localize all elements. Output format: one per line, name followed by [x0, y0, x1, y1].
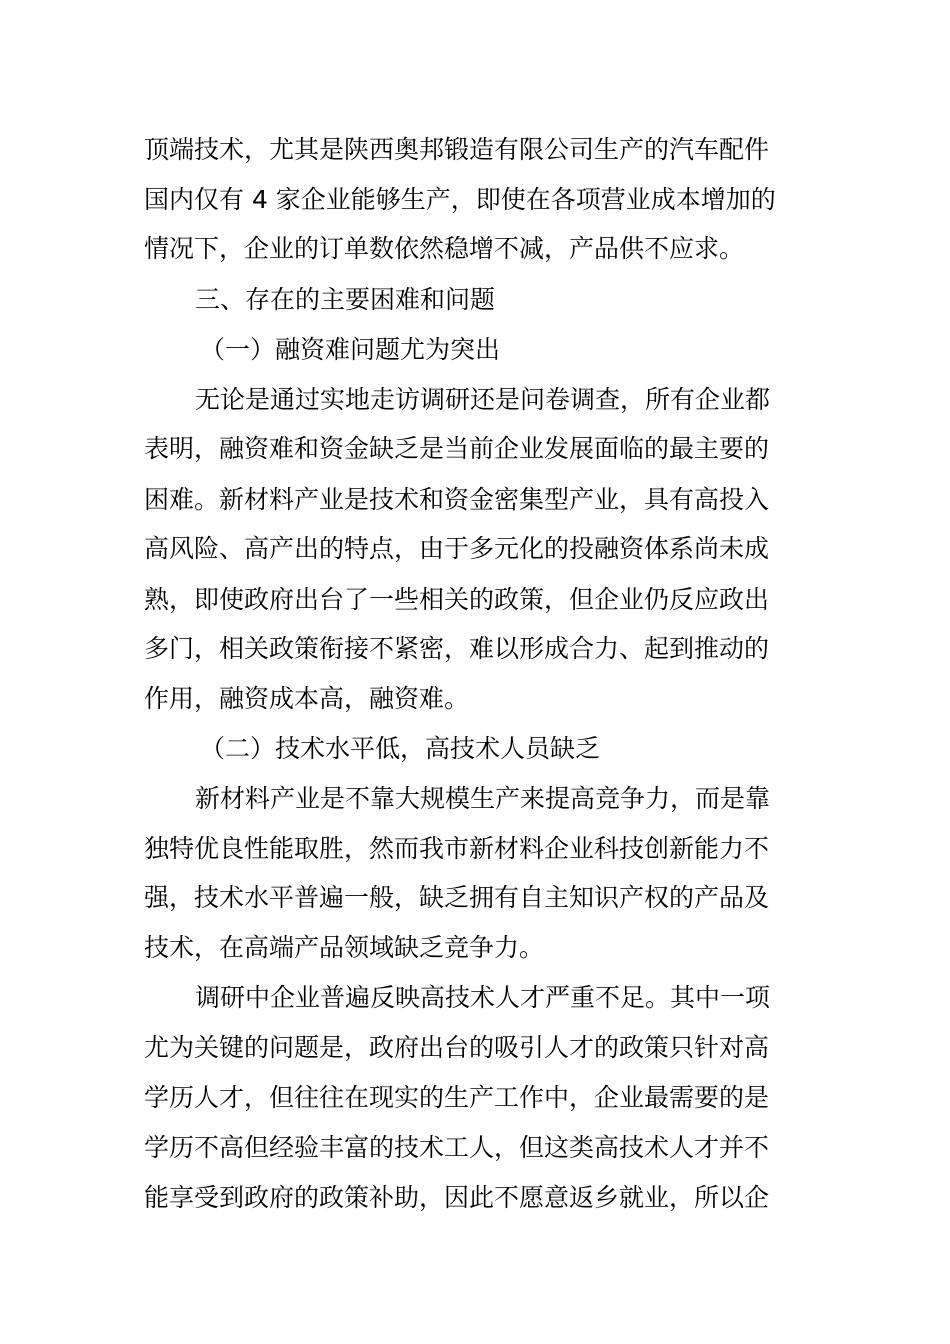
text-line: 困难。新材料产业是技术和资金密集型产业，具有高投入 — [144, 485, 770, 514]
text-line: 尤为关键的问题是，政府出台的吸引人才的政策只针对高 — [144, 1033, 770, 1062]
subsection-heading: （二）技术水平低，高技术人员缺乏 — [200, 734, 601, 763]
text-line: 多门，相关政策衔接不紧密，难以形成合力、起到推动的 — [144, 634, 770, 663]
text-line: 能享受到政府的政策补助，因此不愿意返乡就业，所以企 — [144, 1183, 770, 1212]
section-heading: 三、存在的主要困难和问题 — [195, 285, 496, 314]
text-line: 作用，融资成本高，融资难。 — [144, 684, 470, 713]
text-line: 熟，即使政府出台了一些相关的政策，但企业仍反应政出 — [144, 585, 770, 614]
text-line: 顶端技术，尤其是陕西奥邦锻造有限公司生产的汽车配件 — [144, 135, 770, 164]
subsection-heading: （一）融资难问题尤为突出 — [200, 335, 501, 364]
text-line: 调研中企业普遍反映高技术人才严重不足。其中一项 — [195, 983, 771, 1012]
text-line: 新材料产业是不靠大规模生产来提高竞争力，而是靠 — [195, 784, 771, 813]
text-line: 强，技术水平普遍一般，缺乏拥有自主知识产权的产品及 — [144, 883, 770, 912]
text-line: 学历不高但经验丰富的技术工人，但这类高技术人才并不 — [144, 1133, 770, 1162]
text-line: 学历人才，但往往在现实的生产工作中，企业最需要的是 — [144, 1083, 770, 1112]
text-line: 情况下，企业的订单数依然稳增不减，产品供不应求。 — [144, 234, 745, 263]
text-line: 国内仅有 4 家企业能够生产，即使在各项营业成本增加的 — [144, 185, 776, 214]
text-line: 技术，在高端产品领域缺乏竞争力。 — [144, 933, 545, 962]
text-line: 高风险、高产出的特点，由于多元化的投融资体系尚未成 — [144, 534, 770, 563]
text-line: 无论是通过实地走访调研还是问卷调查，所有企业都 — [195, 385, 771, 414]
text-line: 独特优良性能取胜，然而我市新材料企业科技创新能力不 — [144, 834, 770, 863]
text-line: 表明，融资难和资金缺乏是当前企业发展面临的最主要的 — [144, 434, 770, 463]
